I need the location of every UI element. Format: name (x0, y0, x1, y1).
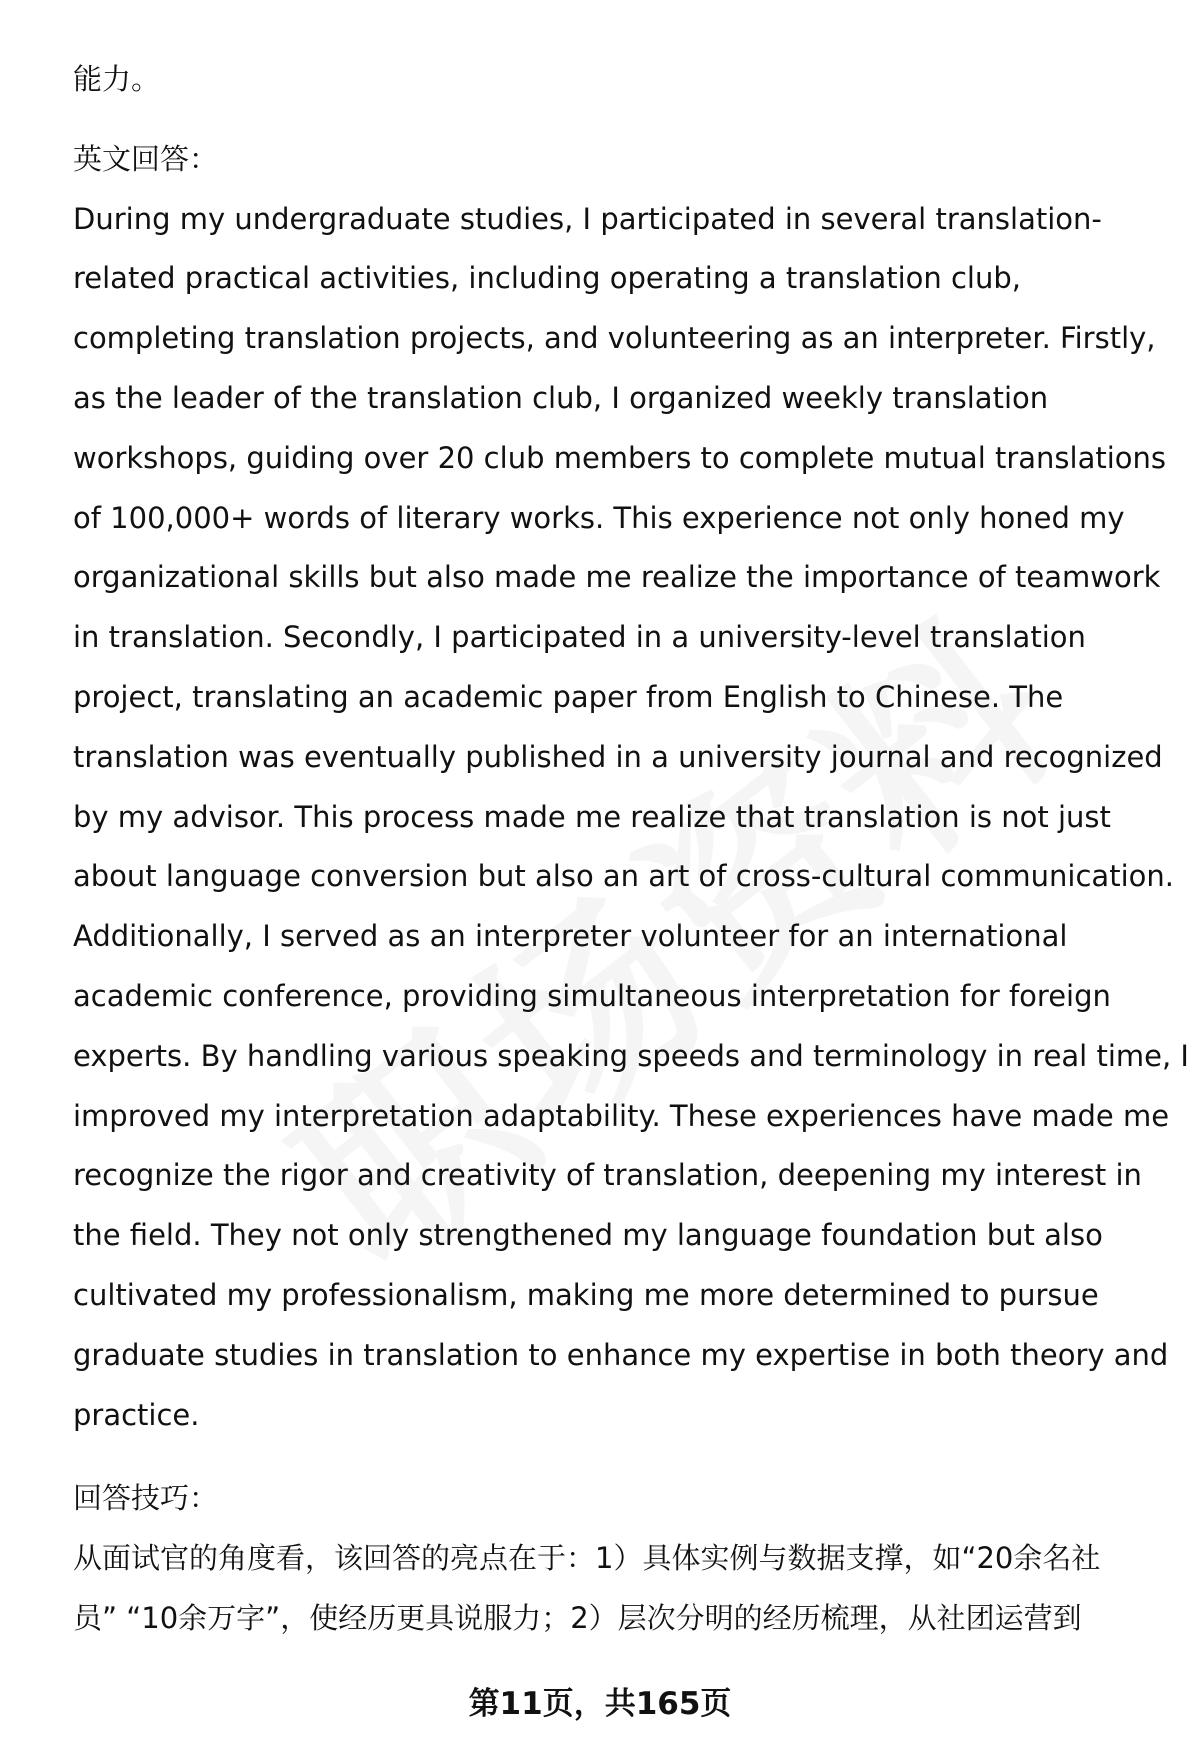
english-answer-body (73, 190, 1189, 1446)
body-line: completing translation projects, and volunteering as an interpreter. Firstly, (73, 321, 1156, 356)
body-line: recognize the rigor and creativity of translation, deepening my interest in (73, 1158, 1142, 1193)
body-line: in translation. Secondly, I participated in a university-level translation (73, 620, 1086, 655)
body-line: about language conversion but also an art of cross-cultural communication. (73, 859, 1174, 894)
body-line: as the leader of the translation club, I organized weekly translation (73, 380, 1049, 415)
body-line: 从面试官的角度看，该回答的亮点在于：1）具体实例与数据支撑，如“20余名社 (73, 1541, 1101, 1576)
page-content (73, 50, 1189, 1649)
body-line: graduate studies in translation to enhance my expertise in both theory and (73, 1337, 1169, 1372)
body-line: organizational skills but also made me realize the importance of teamwork (73, 560, 1161, 595)
body-line: related practical activities, including operating a translation club, (73, 261, 1021, 296)
body-line: translation was eventually published in a university journal and recognized (73, 739, 1163, 774)
body-line: cultivated my professionalism, making me more determined to pursue (73, 1277, 1099, 1312)
body-line: of 100,000+ words of literary works. This experience not only honed my (73, 500, 1125, 535)
body-line: experts. By handling various speaking speeds and terminology in real time, I (73, 1038, 1189, 1073)
answer-tips-body (73, 1529, 1158, 1649)
body-line: Additionally, I served as an interpreter volunteer for an international (73, 919, 1068, 954)
body-line: the field. They not only strengthened my language foundation but also (73, 1218, 1103, 1253)
paragraph-fragment: 能力。 (73, 62, 161, 96)
body-line: 员” “10余万字”，使经历更具说服力；2）层次分明的经历梳理，从社团运营到 (73, 1600, 1082, 1635)
body-line: workshops, guiding over 20 club members to complete mutual translations (73, 440, 1167, 475)
body-line: improved my interpretation adaptability. These experiences have made me (73, 1098, 1170, 1133)
body-line: During my undergraduate studies, I participated in several translation- (73, 201, 1102, 236)
body-line: academic conference, providing simultaneous interpretation for foreign (73, 978, 1111, 1013)
section-heading-answer-tips: 回答技巧： (73, 1481, 219, 1516)
body-line: by my advisor. This process made me realize that translation is not just (73, 799, 1111, 834)
body-line: project, translating an academic paper from English to Chinese. The (73, 679, 1064, 714)
page-number: 第11页，共165页 (468, 1686, 732, 1722)
section-heading-english-answer: 英文回答： (73, 141, 219, 176)
body-line: practice. (73, 1397, 200, 1432)
